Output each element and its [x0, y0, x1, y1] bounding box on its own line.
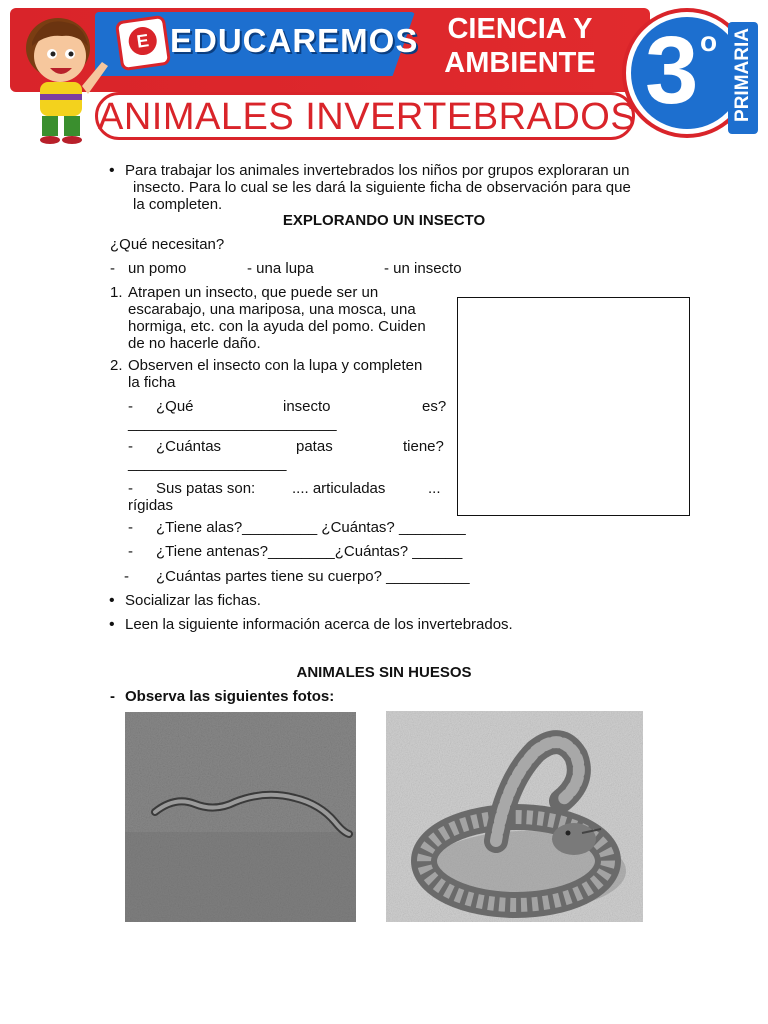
field-dash: - [128, 480, 133, 497]
drawing-box[interactable] [457, 297, 690, 516]
grade-ordinal: o [700, 26, 718, 57]
logo-letter: E [127, 25, 159, 57]
brand-name: EDUCAREMOS [170, 22, 419, 59]
question-body-parts[interactable]: ¿Cuántas partes tiene su cuerpo? __________ [156, 568, 470, 585]
instruction-dash: - [110, 688, 115, 705]
boy-mascot-icon [12, 6, 112, 146]
page-title: ANIMALES INVERTEBRADOS [98, 96, 637, 138]
materials-dash: - [110, 260, 115, 277]
instruction-observa: Observa las siguientes fotos: [125, 688, 335, 705]
snake-photo [386, 711, 643, 922]
material-item: - una lupa [247, 260, 314, 277]
page-title-bar [95, 92, 635, 140]
section-title-sin-huesos: ANIMALES SIN HUESOS [296, 664, 472, 681]
step-1-line: de no hacerle daño. [128, 335, 261, 352]
option-rigidas[interactable]: rígidas [128, 497, 174, 514]
option-articuladas[interactable]: .... articuladas [292, 480, 386, 497]
field-question-word: ¿Qué [156, 398, 194, 415]
field-question-word: tiene? [403, 438, 444, 455]
level-label: PRIMARIA [732, 28, 753, 122]
field-question-word: insecto [283, 398, 331, 415]
field-question-word: ¿Cuántas [156, 438, 222, 455]
subject-line-2: AMBIENTE [444, 47, 596, 79]
bullet-socializar: • Socializar las fichas. [125, 592, 261, 609]
step-2-line: la ficha [128, 374, 176, 391]
question-wings[interactable]: ¿Tiene alas?_________ ¿Cuántas? ________ [156, 519, 466, 536]
material-item: un pomo [128, 260, 187, 277]
snake-image-icon [386, 711, 643, 922]
field-dash: - [128, 398, 133, 415]
intro-bullet-line-1: • Para trabajar los animales invertebrados los niños por grupos exploraran un [125, 162, 657, 179]
answer-line-insect-name[interactable]: _________________________ [128, 415, 337, 432]
subject-line-1: CIENCIA Y [447, 13, 593, 45]
step-1-number: 1. [110, 284, 123, 301]
grade-number: 3 [645, 17, 699, 124]
field-dash: - [128, 438, 133, 455]
field-dash: - [124, 568, 129, 585]
intro-bullet-line-3: la completen. [133, 196, 223, 213]
step-2-line: Observen el insecto con la lupa y completen [128, 357, 423, 374]
field-question-word: es? [422, 398, 447, 415]
field-dash: - [128, 519, 133, 536]
bullet-leen: • Leen la siguiente información acerca de los invertebrados. [125, 616, 513, 633]
field-question-word: Sus patas son: [156, 480, 256, 497]
answer-line-leg-count[interactable]: ___________________ [128, 455, 287, 472]
option-dots: ... [428, 480, 441, 497]
step-1-line: Atrapen un insecto, que puede ser un [128, 284, 379, 301]
section-title-explorando: EXPLORANDO UN INSECTO [282, 212, 486, 229]
header-banner [0, 0, 768, 150]
step-1-line: hormiga, etc. con la ayuda del pomo. Cuiden [128, 318, 426, 335]
materials-question: ¿Qué necesitan? [110, 236, 225, 253]
level-tab [728, 22, 758, 134]
question-antennae[interactable]: ¿Tiene antenas?________¿Cuántas? ______ [156, 543, 463, 560]
field-dash: - [128, 543, 133, 560]
worm-image-icon [125, 712, 356, 922]
logo-icon [115, 15, 171, 71]
step-1-line: escarabajo, una mariposa, una mosca, una [128, 301, 416, 318]
field-question-word: patas [296, 438, 333, 455]
intro-bullet-line-2: insecto. Para lo cual se les dará la siguiente ficha de observación para que [133, 179, 631, 196]
step-2-number: 2. [110, 357, 123, 374]
worm-photo [125, 712, 356, 922]
subject-title [420, 12, 620, 80]
material-item: - un insecto [384, 260, 462, 277]
